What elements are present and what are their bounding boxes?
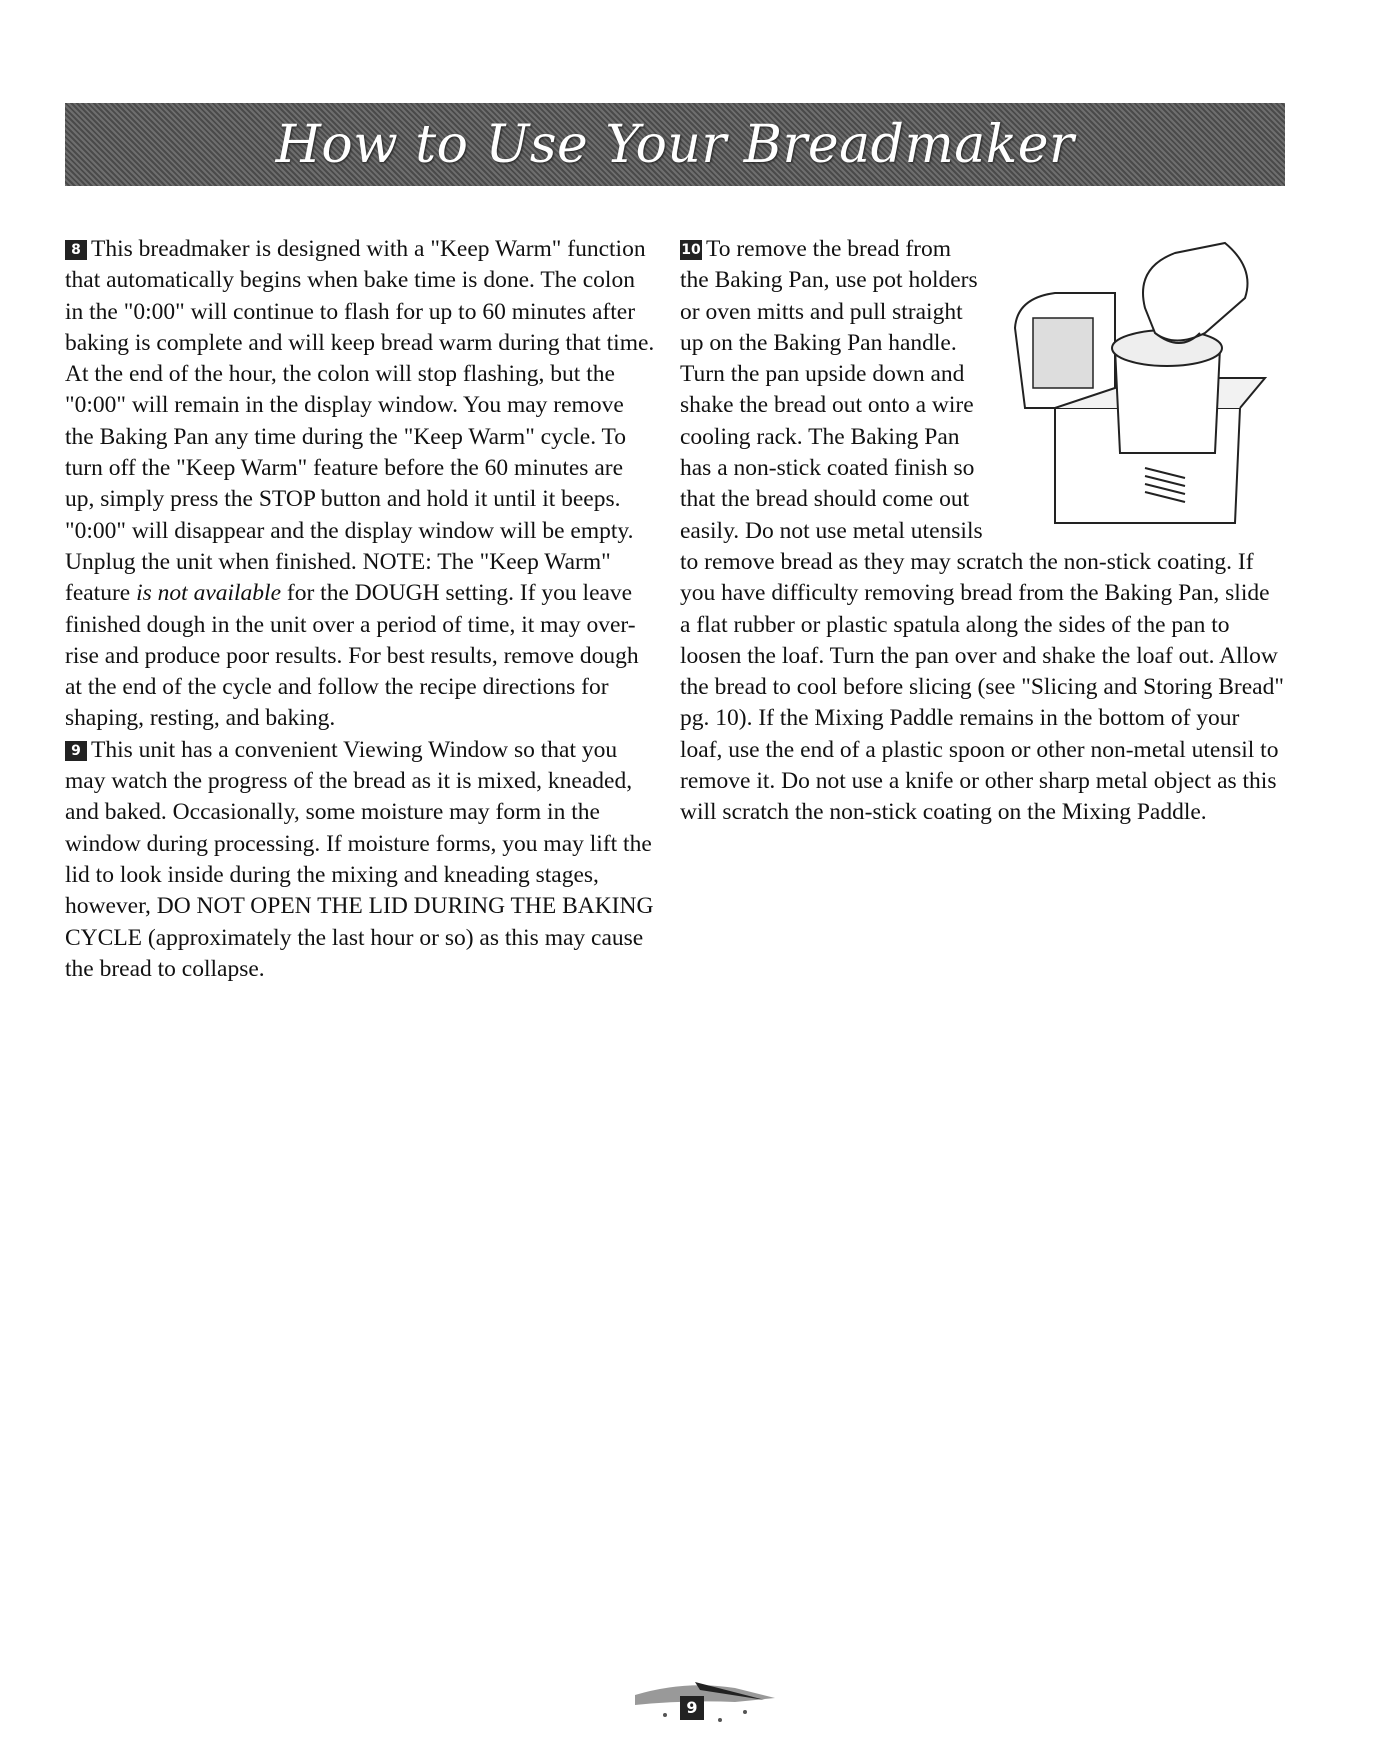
step-8-badge: 8 bbox=[65, 240, 87, 260]
page-number: 9 bbox=[680, 1696, 704, 1720]
step-10-badge: 10 bbox=[681, 242, 701, 258]
page-ornament-icon bbox=[625, 1660, 785, 1740]
step-8-text-after: for the DOUGH setting. If you leave finished dough in the unit over a period of time, it may over-rise and produce poor results. For best results, remove dough at the end of the cycle and follow the recipe directions for shaping, resting, and baking. bbox=[65, 580, 639, 732]
right-column bbox=[680, 234, 1285, 829]
step-9-badge: 9 bbox=[65, 741, 87, 761]
left-column bbox=[65, 234, 655, 985]
breadmaker-pan-removal-illustration-icon bbox=[995, 238, 1285, 538]
step-9-paragraph bbox=[65, 735, 655, 985]
step-10-text: To remove the bread from the Baking Pan, use pot holders or oven mitts and pull straight up on the Baking Pan handle. Turn the pan upside down and shake the bread out onto a wire cooling rack. The Baking Pan has a non-stick coated finish so that the bread should come out easily. Do not use metal utensils to remove bread as they may scratch the non-stick coating. If you have difficulty removing bread from the Baking Pan, slide a flat rubber or plastic spatula along the sides of the pan to loosen the loaf. Turn the pan over and shake the loaf out. Allow the bread to cool before slicing (see "Slicing and Storing Bread" pg. 10). If the Mixing Paddle remains in the bottom of your loaf, use the end of a plastic spoon or other non-metal utensil to remove it. Do not use a knife or other sharp metal object as this will scratch the non-stick coating on the Mixing Paddle. bbox=[680, 236, 1284, 826]
page-title: How to Use Your Breadmaker bbox=[275, 114, 1075, 175]
step-8-paragraph bbox=[65, 234, 655, 735]
step-9-text: This unit has a convenient Viewing Window so that you may watch the progress of the bread as it is mixed, kneaded, and baked. Occasionally, some moisture may form in the window during processing. If moisture forms, you may lift the lid to look inside during the mixing and kneading stages, however, DO NOT OPEN THE LID DURING THE BAKING CYCLE (approximately the last hour or so) as this may cause the bread to collapse. bbox=[65, 736, 654, 982]
step-8-italic: is not available bbox=[136, 580, 282, 607]
title-banner bbox=[65, 103, 1285, 186]
step-8-text: This breadmaker is designed with a "Keep Warm" function that automatically begins when bake time is done. The colon in the "0:00" will continue to flash for up to 60 minutes after baking is complete and will keep bread warm during that time. At the end of the hour, the colon will stop flashing, but the "0:00" will remain in the display window. You may remove the Baking Pan any time during the "Keep Warm" cycle. To turn off the "Keep Warm" feature before the 60 minutes are up, simply press the STOP button and hold it until it beeps. "0:00" will disappear and the display window will be empty. Unplug the unit when finished. NOTE: The "Keep Warm" feature bbox=[65, 236, 655, 607]
